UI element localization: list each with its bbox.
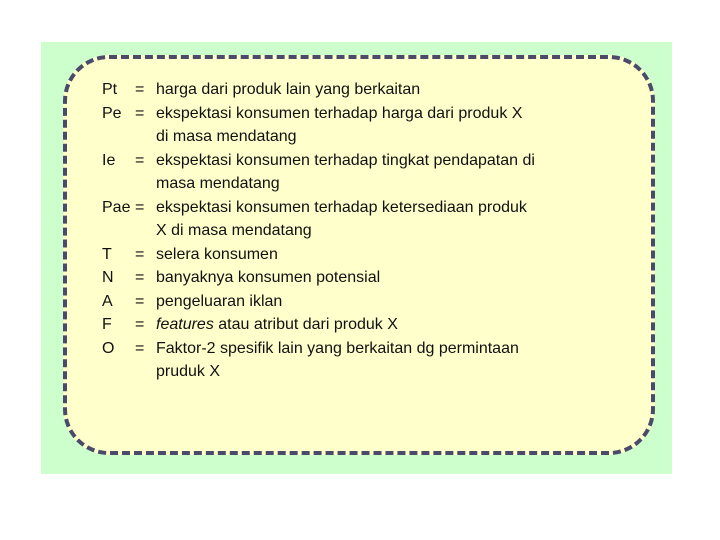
- definition-item: [102, 337, 642, 384]
- description-continuation: pruduk X: [156, 363, 221, 380]
- equals-sign: =: [135, 269, 145, 286]
- description: ekspektasi konsumen terhadap ketersediaan produk: [156, 198, 527, 216]
- symbol: A: [102, 292, 113, 310]
- definition-item: [102, 243, 642, 267]
- description: ekspektasi konsumen terhadap harga dari produk X: [156, 104, 523, 122]
- definition-list: [102, 78, 642, 384]
- description: pengeluaran iklan: [156, 292, 283, 310]
- description: banyaknya konsumen potensial: [156, 269, 381, 286]
- symbol: T: [102, 245, 112, 263]
- definition-item: [102, 78, 642, 102]
- equals-sign: =: [135, 316, 145, 333]
- description: [156, 313, 642, 337]
- equals-sign: =: [135, 245, 145, 263]
- equals-sign: =: [135, 339, 145, 357]
- definition-item: [102, 196, 642, 243]
- symbol: F: [102, 316, 112, 333]
- equals-sign: =: [135, 151, 145, 169]
- equals-sign: =: [135, 292, 145, 310]
- equals-sign: =: [135, 104, 145, 122]
- symbol: Ie: [102, 151, 116, 169]
- symbol: Pt: [102, 81, 118, 98]
- description-continuation: X di masa mendatang: [156, 222, 312, 239]
- italic-term: features: [156, 316, 214, 333]
- symbol: Pae: [102, 198, 131, 216]
- description-continuation: di masa mendatang: [156, 128, 297, 145]
- definition-item: [102, 102, 642, 149]
- definition-item: [102, 313, 642, 337]
- description: ekspektasi konsumen terhadap tingkat pendapatan di: [156, 151, 535, 169]
- equals-sign: =: [135, 198, 145, 216]
- description: selera konsumen: [156, 245, 278, 263]
- definition-item: [102, 149, 642, 196]
- definition-item: [102, 290, 642, 314]
- definition-item: [102, 266, 642, 290]
- description-rest: atau atribut dari produk X: [213, 316, 398, 333]
- description: harga dari produk lain yang berkaitan: [156, 81, 421, 98]
- description-continuation: masa mendatang: [156, 175, 280, 192]
- equals-sign: =: [135, 81, 145, 98]
- description: Faktor-2 spesifik lain yang berkaitan dg permintaan: [156, 339, 519, 357]
- symbol: N: [102, 269, 114, 286]
- symbol: Pe: [102, 104, 122, 122]
- symbol: O: [102, 339, 115, 357]
